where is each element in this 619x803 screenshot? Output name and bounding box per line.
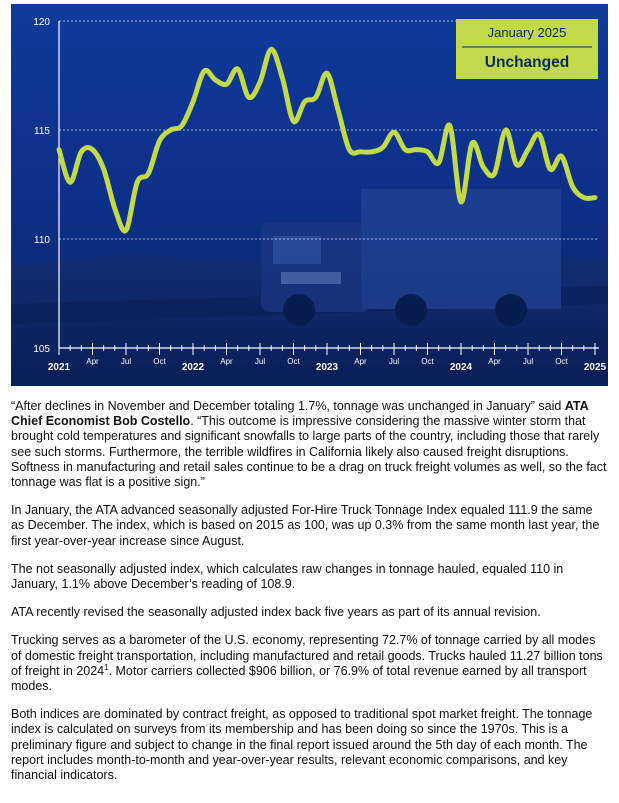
data-point xyxy=(169,129,172,132)
data-point xyxy=(192,100,195,103)
article-p1-intro: “After declines in November and December totaling 1.7%, tonnage was unchanged in January” said xyxy=(11,399,562,413)
data-point xyxy=(348,148,351,151)
x-tick-label: Jul xyxy=(120,357,132,366)
data-point xyxy=(270,48,273,51)
data-point xyxy=(303,100,306,103)
data-point xyxy=(180,124,183,127)
y-tick-label: 105 xyxy=(33,344,50,355)
x-tick-label: 2022 xyxy=(181,362,205,373)
tonnage-chart-svg xyxy=(11,4,608,386)
article-paragraph-6: Both indices are dominated by contract freight, as opposed to traditional spot market freight. The tonnage index is calculated on surveys from its membership and has been doing so since the 1970s. This is a preliminary figure and subject to change in the final report issued around the 5th day of each month. The report includes month-to-month and year-over-year results, relevant economic comparisons, and key financial indicators. xyxy=(11,707,593,783)
badge-month: January 2025 xyxy=(487,25,567,40)
data-point xyxy=(415,148,418,151)
article-paragraph-2: In January, the ATA advanced seasonally adjusted For-Hire Truck Tonnage Index equaled 111.9 the same as December. The index, which is based on 2015 as 100, was up 0.3% from the same month last year, the first year-over-year increase since August. xyxy=(11,503,600,548)
article-paragraph-1 xyxy=(11,399,608,490)
x-tick-label: Apr xyxy=(220,357,233,366)
y-tick-label: 115 xyxy=(34,126,50,137)
economist-name: ATA Chief Economist Bob Costello xyxy=(11,399,589,429)
data-point xyxy=(393,131,396,134)
data-point xyxy=(370,150,373,153)
x-tick-label: Jul xyxy=(522,357,534,366)
data-point xyxy=(292,120,295,123)
x-tick-label: Oct xyxy=(421,357,434,366)
data-point xyxy=(504,129,507,132)
data-point xyxy=(560,155,563,158)
data-point xyxy=(527,148,530,151)
y-tick-label: 110 xyxy=(34,235,50,246)
data-point xyxy=(203,70,206,73)
article-paragraph-4: ATA recently revised the seasonally adjusted index back five years as part of its annual revision. xyxy=(11,605,541,620)
data-point xyxy=(437,161,440,164)
data-point xyxy=(471,142,474,145)
data-point xyxy=(571,185,574,188)
data-point xyxy=(381,146,384,149)
data-point xyxy=(314,96,317,99)
article-p5-text-end: . Motor carriers collected $906 billion, or 76.9% of total revenue earned by all transport modes. xyxy=(11,663,587,694)
data-point xyxy=(136,181,139,184)
article-p5-text: Trucking serves as a barometer of the U.S. economy, representing 72.7% of tonnage carried by all modes of domestic freight transportation, including manufactured and retail goods. Trucks hauled 11.27 billion tons of freight in 2024 xyxy=(11,633,603,678)
data-point xyxy=(359,150,362,153)
x-tick-label: Oct xyxy=(287,357,300,366)
data-point xyxy=(337,109,340,112)
article-body xyxy=(11,399,608,796)
data-point xyxy=(448,124,451,127)
data-point xyxy=(326,72,329,75)
data-point xyxy=(147,172,150,175)
x-tick-label: Oct xyxy=(153,357,166,366)
data-point xyxy=(91,148,94,151)
x-tick-label: 2024 xyxy=(449,362,473,373)
data-point xyxy=(214,78,217,81)
y-tick-label: 120 xyxy=(33,17,50,28)
footnote-marker: 1 xyxy=(104,662,109,672)
data-point xyxy=(225,83,228,86)
data-point xyxy=(80,150,83,153)
data-point xyxy=(158,139,161,142)
article-p1-quote: . “This outcome is impressive considering the massive winter storm that brought cold temperatures and significant snowfalls to large parts of the country, including those that rarely see such storms. Furthermore, the terrible wildfires in California likely also caused freight disruptions. Softness in manufacturing and retail sales continue to be a drag on truck freight volumes as well, so the fact tonnage was flat is a positive sign.” xyxy=(11,414,607,490)
x-tick-label: 2025 xyxy=(583,362,607,373)
data-point xyxy=(460,200,463,203)
data-point xyxy=(236,68,239,71)
data-point xyxy=(58,148,61,151)
data-point xyxy=(247,96,250,99)
data-point xyxy=(549,168,552,171)
data-point xyxy=(594,196,597,199)
data-point xyxy=(538,133,541,136)
status-badge xyxy=(456,19,598,79)
data-point xyxy=(582,196,585,199)
data-point xyxy=(113,207,116,210)
data-point xyxy=(102,168,105,171)
data-point xyxy=(493,172,496,175)
data-point xyxy=(482,166,485,169)
x-tick-label: 2023 xyxy=(315,362,339,373)
x-tick-label: Jul xyxy=(388,357,400,366)
data-point xyxy=(515,163,518,166)
x-tick-label: Apr xyxy=(488,357,501,366)
data-point xyxy=(426,150,429,153)
x-tick-label: Apr xyxy=(354,357,367,366)
data-point xyxy=(69,181,72,184)
x-tick-label: Jul xyxy=(254,357,266,366)
article-paragraph-5 xyxy=(11,633,608,694)
data-point xyxy=(259,81,262,84)
badge-status: Unchanged xyxy=(484,54,570,71)
data-point xyxy=(404,148,407,151)
x-tick-label: Oct xyxy=(555,357,568,366)
article-paragraph-3: The not seasonally adjusted index, which calculates raw changes in tonnage hauled, equaled 110 in January, 1.1% above December’s reading of 108.9. xyxy=(11,561,564,592)
tonnage-chart xyxy=(11,4,608,386)
data-point xyxy=(281,76,284,79)
data-point xyxy=(125,229,128,232)
x-tick-label: 2021 xyxy=(47,362,71,373)
x-tick-label: Apr xyxy=(86,357,99,366)
